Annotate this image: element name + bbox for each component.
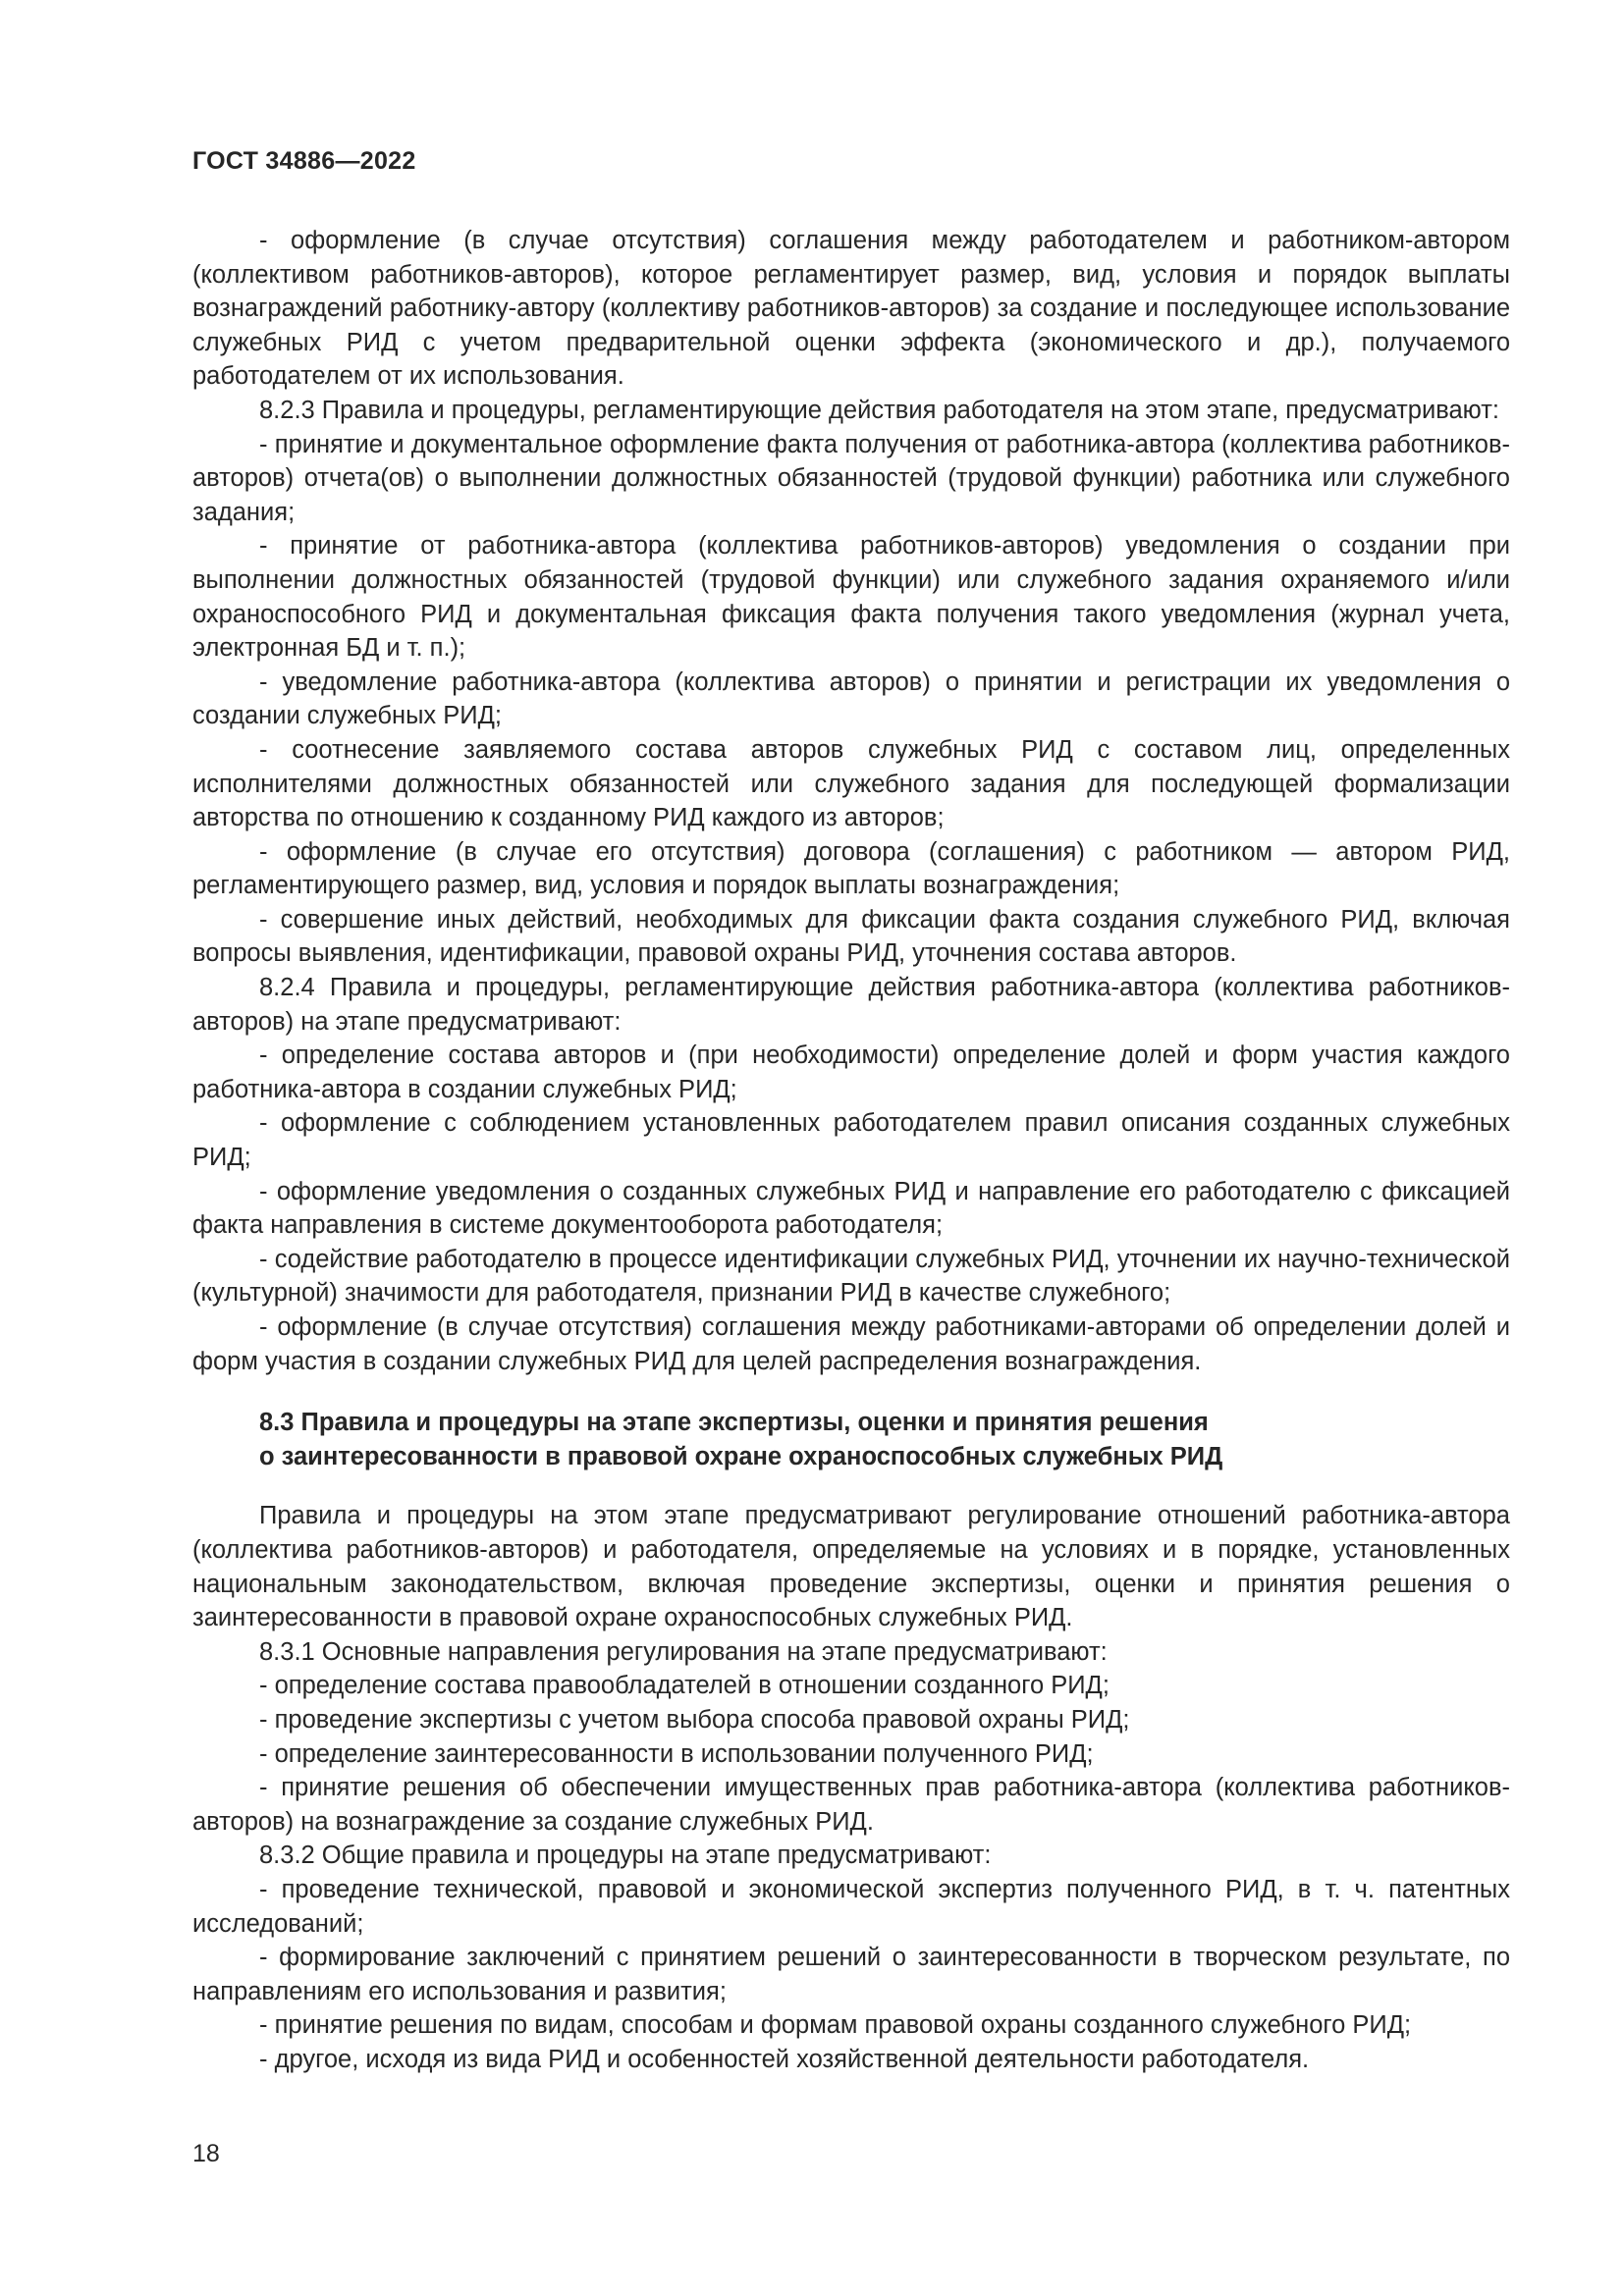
paragraph: - принятие решения об обеспечении имущественных прав работника-автора (коллектива работников-авторов) на вознаграждение за создание служебных РИД. bbox=[192, 1774, 1510, 1836]
paragraph: - другое, исходя из вида РИД и особенностей хозяйственной деятельности работодателя. bbox=[259, 2045, 1310, 2073]
paragraph: - оформление с соблюдением установленных работодателем правил описания созданных служебных РИД; bbox=[192, 1109, 1510, 1172]
paragraph: 8.2.3 Правила и процедуры, регламентирующие действия работодателя на этом этапе, предусматривают: bbox=[259, 396, 1499, 424]
paragraph: - оформление уведомления о созданных служебных РИД и направление его работодателю с фиксацией факта направления в системе документооборота работодателя; bbox=[192, 1177, 1510, 1240]
paragraph: - соотнесение заявляемого состава авторов служебных РИД с составом лиц, определенных исполнителями должностных обязанностей или служебного задания для последующей формализации авторства по отношению к созданному РИД каждого из авторов; bbox=[192, 735, 1510, 832]
paragraph: - принятие и документальное оформление факта получения от работника-автора (коллектива работников-авторов) отчета(ов) о выполнении должностных обязанностей (трудовой функции) работника или служебного задания; bbox=[192, 430, 1510, 526]
page-number: 18 bbox=[192, 2140, 220, 2167]
text-group-after bbox=[192, 1499, 1510, 2076]
paragraph: - формирование заключений с принятием решений о заинтересованности в творческом результате, по направлениям его использования и развития; bbox=[192, 1944, 1510, 2005]
paragraph: - определение заинтересованности в использовании полученного РИД; bbox=[259, 1739, 1094, 1768]
paragraph: - оформление (в случае отсутствия) соглашения между работниками-авторами об определении долей и форм участия в создании служебных РИД для целей распределения вознаграждения. bbox=[192, 1313, 1510, 1375]
paragraph: - оформление (в случае его отсутствия) договора (соглашения) с работником — автором РИД, регламентирующего размер, вид, условия и порядок выплаты вознаграждения; bbox=[192, 837, 1510, 900]
document-code: ГОСТ 34886—2022 bbox=[192, 147, 416, 175]
paragraph: - принятие решения по видам, способам и формам правовой охраны созданного служебного РИД; bbox=[259, 2011, 1412, 2040]
paragraph: - определение состава правообладателей в отношении созданного РИД; bbox=[259, 1672, 1110, 1700]
paragraph: 8.3.1 Основные направления регулирования на этапе предусматривают: bbox=[259, 1637, 1108, 1666]
paragraph: - совершение иных действий, необходимых для фиксации факта создания служебного РИД, включая вопросы выявления, идентификации, правовой охраны РИД, уточнения состава авторов. bbox=[192, 905, 1510, 968]
paragraph: - проведение экспертизы с учетом выбора способа правовой охраны РИД; bbox=[259, 1705, 1130, 1734]
text-group-before bbox=[192, 224, 1510, 1378]
section-heading-line: о заинтересованности в правовой охране охраноспособных служебных РИД bbox=[259, 1442, 1223, 1470]
paragraph: - содействие работодателю в процессе идентификации служебных РИД, уточнении их научно-технической (культурной) значимости для работодателя, признании РИД в качестве служебного; bbox=[192, 1245, 1510, 1308]
paragraph: - уведомление работника-автора (коллектива авторов) о принятии и регистрации их уведомления о создании служебных РИД; bbox=[192, 667, 1510, 730]
paragraph: - определение состава авторов и (при необходимости) определение долей и форм участия каждого работника-автора в создании служебных РИД; bbox=[192, 1041, 1510, 1103]
paragraph: - оформление (в случае отсутствия) соглашения между работодателем и работником-автором (коллективом работников-авторов), которое регламентирует размер, вид, условия и порядок выплаты вознаграждений работнику-автору (коллективу работников-авторов) за создание и последующее использование служебных РИД с учетом предварительной оценки эффекта (экономического и др.), получаемого работодателем от их использования. bbox=[192, 227, 1510, 391]
paragraph: Правила и процедуры на этом этапе предусматривают регулирование отношений работника-автора (коллектива работников-авторов) и работодателя, определяемые на условиях и в порядке, установленных национальным законодательством, включая проведение экспертизы, оценки и принятия решения о заинтересованности в правовой охране охраноспособных служебных РИД. bbox=[192, 1502, 1510, 1632]
document-body bbox=[192, 224, 1510, 2076]
paragraph: 8.2.4 Правила и процедуры, регламентирующие действия работника-автора (коллектива работников-авторов) на этапе предусматривают: bbox=[192, 974, 1510, 1036]
paragraph: - проведение технической, правовой и экономической экспертиз полученного РИД, в т. ч. патентных исследований; bbox=[192, 1875, 1510, 1938]
section-heading-line: 8.3 Правила и процедуры на этапе экспертизы, оценки и принятия решения bbox=[259, 1409, 1209, 1437]
section-heading bbox=[192, 1406, 1510, 1473]
paragraph: - принятие от работника-автора (коллектива работников-авторов) уведомления о создании при выполнении должностных обязанностей (трудовой функции) или служебного задания охраняемого и/или охраноспособного РИД и документальная фиксация факта получения такого уведомления (журнал учета, электронная БД и т. п.); bbox=[192, 532, 1510, 663]
paragraph: 8.3.2 Общие правила и процедуры на этапе предусматривают: bbox=[259, 1842, 992, 1870]
